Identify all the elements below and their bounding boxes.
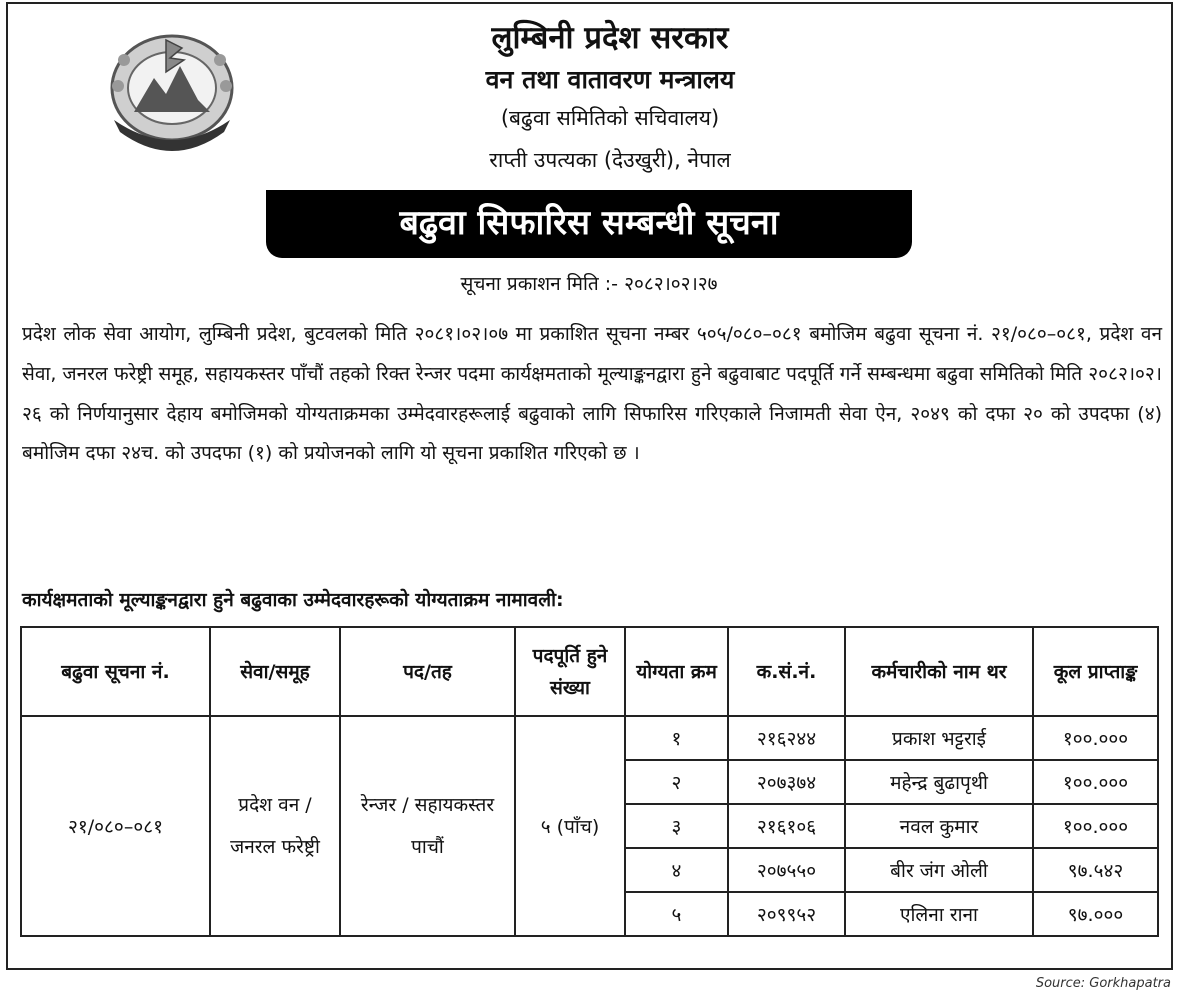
- cell-vacancies: ५ (पाँच): [515, 716, 625, 936]
- candidate-table: [20, 626, 1159, 937]
- header-location: राप्ती उपत्यका (देउखुरी), नेपाल: [489, 148, 731, 172]
- cell-code: २१६२४४: [728, 716, 845, 760]
- cell-rank: २: [625, 760, 728, 804]
- cell-code: २१६१०६: [728, 804, 845, 848]
- col-post-level: पद/तह: [340, 627, 515, 716]
- cell-rank: ३: [625, 804, 728, 848]
- cell-score: १००.०००: [1033, 760, 1158, 804]
- header-secretariat: (बढुवा समितिको सचिवालय): [500, 106, 720, 130]
- notice-title: बढुवा सिफारिस सम्बन्धी सूचना: [266, 190, 912, 258]
- col-rank: योग्यता क्रम: [625, 627, 728, 716]
- cell-code: २०७३७४: [728, 760, 845, 804]
- cell-code: २०९९५२: [728, 892, 845, 936]
- cell-rank: १: [625, 716, 728, 760]
- col-service-group: सेवा/समूह: [210, 627, 340, 716]
- cell-score: १००.०००: [1033, 804, 1158, 848]
- published-date: सूचना प्रकाशन मिति :- २०८२।०२।२७: [460, 273, 718, 295]
- source-credit: Source: Gorkhapatra: [1035, 976, 1171, 991]
- col-code: क.सं.नं.: [728, 627, 845, 716]
- table-row: [21, 716, 1158, 760]
- col-vacancies: पदपूर्ति हुने संख्या: [515, 627, 625, 716]
- table-header-row: [21, 627, 1158, 716]
- notice-body: प्रदेश लोक सेवा आयोग, लुम्बिनी प्रदेश, बुटवलको मिति २०८१।०२।०७ मा प्रकाशित सूचना नम्बर ५०५/०८०–०८१ बमोजिम बढुवा सूचना नं. २१/०८०–०८१, प्रदेश वन सेवा, जनरल फरेष्ट्री समूह, सहायकस्तर पाँचौं तहको रिक्त रेन्जर पदमा कार्यक्षमताको मूल्याङ्कनद्वारा हुने बढुवाबाट पदपूर्ति गर्ने सम्बन्धमा बढुवा समितिको मिति २०८२।०२।२६ को निर्णयानुसार देहाय बमोजिमको योग्यताक्रमका उम्मेदवारहरूलाई बढुवाको लागि सिफारिस गरिएकाले निजामती सेवा ऐन, २०४९ को दफा २० को उपदफा (४) बमोजिम दफा २४च. को उपदफा (१) को प्रयोजनको लागि यो सूचना प्रकाशित गरिएको छ ।: [22, 323, 1162, 465]
- cell-name: बीर जंग ओली: [845, 848, 1033, 892]
- nepal-emblem-icon: [104, 20, 240, 152]
- cell-rank: ४: [625, 848, 728, 892]
- cell-rank: ५: [625, 892, 728, 936]
- cell-score: ९७.०००: [1033, 892, 1158, 936]
- cell-score: १००.०००: [1033, 716, 1158, 760]
- col-notice-no: बढुवा सूचना नं.: [21, 627, 210, 716]
- cell-notice-no: २१/०८०–०८१: [21, 716, 210, 936]
- cell-service-group: प्रदेश वन / जनरल फरेष्ट्री: [210, 716, 340, 936]
- header-province: लुम्बिनी प्रदेश सरकार: [491, 20, 729, 56]
- col-score: कूल प्राप्ताङ्क: [1033, 627, 1158, 716]
- cell-name: एलिना राना: [845, 892, 1033, 936]
- cell-name: महेन्द्र बुढापृथी: [845, 760, 1033, 804]
- header-ministry: वन तथा वातावरण मन्त्रालय: [485, 65, 735, 94]
- cell-code: २०७५५०: [728, 848, 845, 892]
- cell-score: ९७.५४२: [1033, 848, 1158, 892]
- col-name: कर्मचारीको नाम थर: [845, 627, 1033, 716]
- cell-name: नवल कुमार: [845, 804, 1033, 848]
- table-heading: कार्यक्षमताको मूल्याङ्कनद्वारा हुने बढुवाका उम्मेदवारहरूको योग्यताक्रम नामावली:: [22, 589, 564, 611]
- cell-post-level: रेन्जर / सहायकस्तर पाचौं: [340, 716, 515, 936]
- cell-name: प्रकाश भट्टराई: [845, 716, 1033, 760]
